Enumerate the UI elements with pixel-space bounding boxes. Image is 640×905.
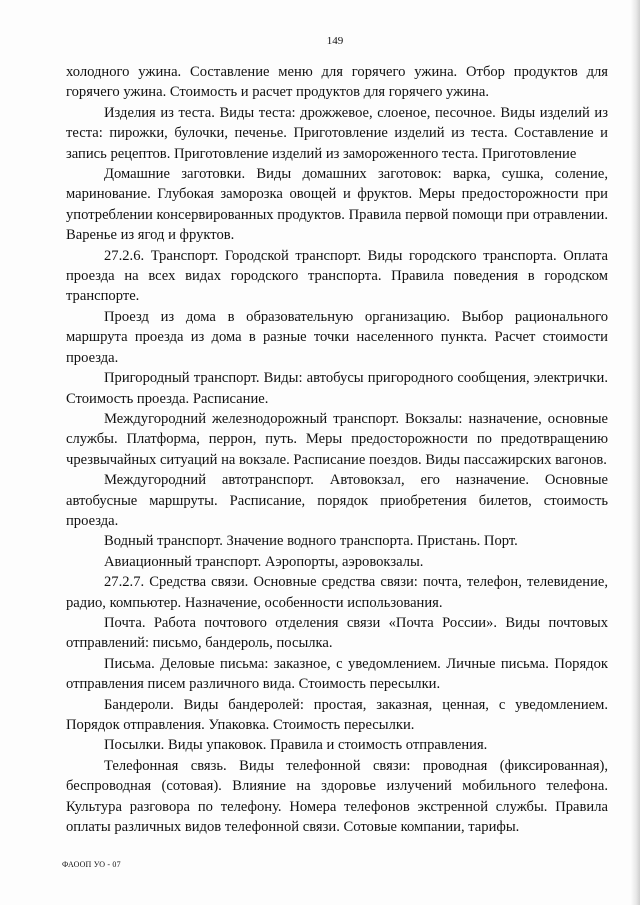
paragraph: 27.2.6. Транспорт. Городской транспорт. Виды городского транспорта. Оплата проезда на всех видах городского транспорта. Правила поведения в городском транспорте. <box>66 247 608 305</box>
paragraph: Водный транспорт. Значение водного транспорта. Пристань. Порт. <box>104 533 518 550</box>
paragraph: Изделия из теста. Виды теста: дрожжевое, слоеное, песочное. Виды изделий из теста: пирожки, булочки, печенье. Приготовление изделий из теста. Составление и запись рецептов. Приготовление изделий из замороженного теста. Приготовление <box>66 104 608 162</box>
paragraph: холодного ужина. Составление меню для горячего ужина. Отбор продуктов для горячего ужина. Стоимость и расчет продуктов для горячего ужина. <box>66 64 608 101</box>
paragraph: Письма. Деловые письма: заказное, с уведомлением. Личные письма. Порядок отправления писем различного вида. Стоимость пересылки. <box>66 655 608 693</box>
page-number: 149 <box>326 35 344 47</box>
paragraph: Пригородный транспорт. Виды: автобусы пригородного сообщения, электрички. Стоимость проезда. Расписание. <box>66 370 608 407</box>
paragraph: Авиационный транспорт. Аэропорты, аэровокзалы. <box>104 553 424 570</box>
page-edge-shadow <box>630 0 640 905</box>
paragraph: 27.2.7. Средства связи. Основные средства связи: почта, телефон, телевидение, радио, компьютер. Назначение, особенности использования. <box>66 574 608 611</box>
paragraph: Телефонная связь. Виды телефонной связи: проводная (фиксированная), беспроводная (сотовая). Влияние на здоровье излучений мобильного телефона. Культура разговора по телефону. Номера телефонов экстренной службы. Правила оплаты различных видов телефонной связи. Сотовые компании, тарифы. <box>66 757 608 836</box>
paragraph: Почта. Работа почтового отделения связи «Почта России». Виды почтовых отправлений: письмо, бандероль, посылка. <box>66 614 608 652</box>
paragraph: Междугородний автотранспорт. Автовокзал, его назначение. Основные автобусные маршруты. Расписание, порядок приобретения билетов, стоимость проезда. <box>66 472 608 529</box>
paragraph: Посылки. Виды упаковок. Правила и стоимость отправления. <box>104 737 488 754</box>
paragraph: Проезд из дома в образовательную организацию. Выбор рационального маршрута проезда из дома в разные точки населенного пункта. Расчет стоимости проезда. <box>66 308 608 366</box>
paragraph: Домашние заготовки. Виды домашних заготовок: варка, сушка, соление, маринование. Глубокая заморозка овощей и фруктов. Меры предосторожности при употреблении консервированных продуктов. Правила первой помощи при отравлении. Варенье из ягод и фруктов. <box>66 166 608 244</box>
footer-document-code: ФАООП УО - 07 <box>62 860 121 869</box>
paragraph: Междугородний железнодорожный транспорт. Вокзалы: назначение, основные службы. Платформа, перрон, путь. Меры предосторожности по предотвращению чрезвычайных ситуаций на вокзале. Расписание поездов. Виды пассажирских вагонов. <box>66 410 608 468</box>
paragraph: Бандероли. Виды бандеролей: простая, заказная, ценная, с уведомлением. Порядок отправления. Упаковка. Стоимость пересылки. <box>66 696 608 733</box>
text-body <box>66 62 608 837</box>
